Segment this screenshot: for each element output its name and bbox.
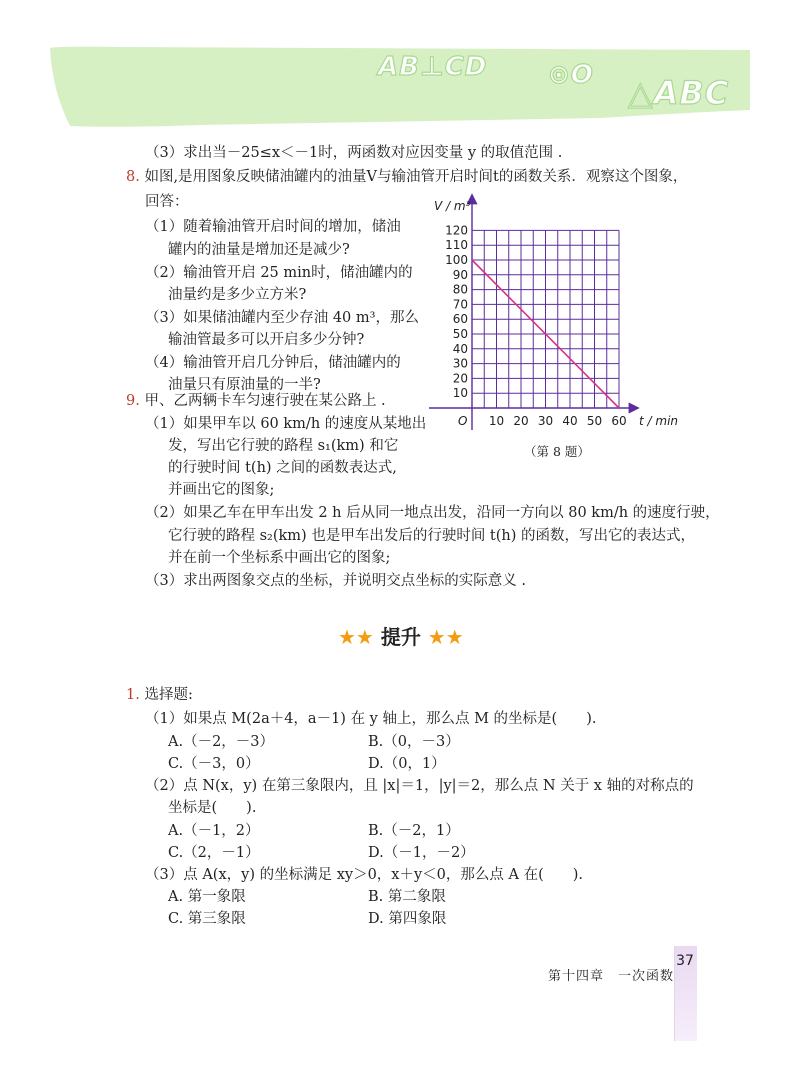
q1-sub1-option-b: B.（0，－3） xyxy=(368,734,460,750)
q9-part1c: 的行驶时间 t(h) 之间的函数表达式, xyxy=(168,460,397,476)
x-tick-label: 40 xyxy=(562,414,578,428)
x-tick-label: 10 xyxy=(488,414,505,428)
q1-sub3-option-c: C. 第三象限 xyxy=(168,911,246,927)
q1-sub2-option-d: D.（－1，－2） xyxy=(368,845,475,861)
header-deco-triangle: △ABC xyxy=(628,74,730,112)
y-tick-label: 40 xyxy=(452,341,468,356)
x-tick-label: 30 xyxy=(537,414,554,428)
x-tick-label: 60 xyxy=(611,414,627,428)
section-title-text: 提升 xyxy=(380,625,421,649)
star-icon-left: ★★ xyxy=(338,625,374,649)
x-tick-label: 50 xyxy=(586,414,603,428)
q1-number: 1. xyxy=(126,687,140,703)
q1-sub3-option-a: A. 第一象限 xyxy=(168,889,246,905)
q1-sub2b: 坐标是( ). xyxy=(168,800,257,816)
y-tick-label: 10 xyxy=(452,386,468,401)
q8-number: 8. xyxy=(126,169,140,185)
q1-sub2-option-c: C.（2，－1） xyxy=(168,845,260,861)
y-tick-label: 100 xyxy=(445,253,468,267)
q8-part1b: 罐内的油量是增加还是减少? xyxy=(168,242,350,258)
q1-stem: 选择题: xyxy=(144,687,193,703)
q1-sub3-option-d: D. 第四象限 xyxy=(368,911,447,927)
q1-sub2-option-b: B.（－2，1） xyxy=(368,823,460,839)
q8-part3b: 输油管最多可以开启多少分钟? xyxy=(168,332,365,348)
q9-number: 9. xyxy=(126,393,140,409)
q8-part2a: （2）输油管开启 25 min时，储油罐内的 xyxy=(145,265,413,281)
footer-chapter: 第十四章 一次函数 xyxy=(548,969,675,984)
q9-part1b: 发，写出它行驶的路程 s₁(km) 和它 xyxy=(168,438,399,454)
q8-part2b: 油量约是多少立方米? xyxy=(168,287,307,303)
q9-part2a: （2）如果乙车在甲车出发 2 h 后从同一地点出发，沿同一方向以 80 km/h 的速度行驶， xyxy=(145,505,720,521)
q1-sub2a: （2）点 N(x，y) 在第三象限内，且 |x|＝1，|y|＝2，那么点 N 关于 x 轴的对称点的 xyxy=(145,778,694,794)
q9-part1a: （1）如果甲车以 60 km/h 的速度从某地出 xyxy=(145,416,427,432)
q8-chart-svg xyxy=(425,190,680,435)
origin-label: O xyxy=(458,414,468,428)
y-axis-label: V / m³ xyxy=(434,199,471,213)
header-deco-perpendicular: AB⊥CD xyxy=(378,52,488,82)
q9-part1d: 并画出它的图象; xyxy=(168,482,275,498)
y-tick-label: 20 xyxy=(452,371,468,386)
star-icon-right: ★★ xyxy=(427,625,464,649)
q9-text: 甲、乙两辆卡车匀速行驶在某公路上 . xyxy=(144,393,386,409)
y-tick-label: 60 xyxy=(452,312,468,327)
q1-sub3-option-b: B. 第二象限 xyxy=(368,889,446,905)
q8-line2: 回答： xyxy=(145,194,189,210)
header-deco-circle: ⊙O xyxy=(548,60,594,90)
page-number: 37 xyxy=(676,953,694,969)
q8-part4a: （4）输油管开启几分钟后，储油罐内的 xyxy=(145,355,401,371)
y-tick-label: 120 xyxy=(445,223,468,238)
q1-sub1-option-a: A.（－2，－3） xyxy=(168,734,275,750)
q7-part3: （3）求出当－25≤x＜－1时，两函数对应因变量 y 的取值范围 . xyxy=(145,145,563,161)
y-tick-label: 70 xyxy=(452,297,468,312)
q1-stem-line xyxy=(126,686,193,704)
y-tick-label: 110 xyxy=(445,238,468,253)
y-tick-label: 50 xyxy=(452,327,468,341)
y-tick-label: 90 xyxy=(452,267,468,282)
q9-part2c: 并在前一个坐标系中画出它的图象; xyxy=(168,550,391,566)
q9-part2b: 它行驶的路程 s₂(km) 也是甲车出发后的行驶时间 t(h) 的函数，写出它的表达式， xyxy=(168,528,696,544)
q8-text: 如图,是用图象反映储油罐内的油量V与输油管开启时间t的函数关系．观察这个图象， xyxy=(144,169,688,185)
x-tick-label: 20 xyxy=(513,414,529,428)
y-tick-label: 30 xyxy=(452,356,468,371)
q9-line1 xyxy=(126,392,386,410)
q8-caption: （第 8 题） xyxy=(524,444,590,459)
q8-part1a: （1）随着输油管开启时间的增加，储油 xyxy=(145,219,401,235)
q8-part4b: 油量只有原油量的一半? xyxy=(168,377,321,393)
q1-sub3: （3）点 A(x，y) 的坐标满足 xy＞0，x＋y＜0，那么点 A 在( ). xyxy=(145,867,584,883)
q9-part3: （3）求出两图象交点的坐标，并说明交点坐标的实际意义 . xyxy=(145,573,526,589)
q1-sub1-option-c: C.（－3，0） xyxy=(168,756,260,772)
y-tick-label: 80 xyxy=(452,282,468,297)
q8-part3a: （3）如果储油罐内至少存油 40 m³，那么 xyxy=(145,310,419,326)
header-band xyxy=(0,0,800,135)
q1-sub2-option-a: A.（－1，2） xyxy=(168,823,260,839)
q8-line1 xyxy=(126,168,687,186)
x-axis-label: t / min xyxy=(639,414,679,428)
section-title xyxy=(338,621,464,650)
q8-chart xyxy=(425,190,680,435)
q1-sub1-option-d: D.（0，1） xyxy=(368,756,446,772)
q1-sub1: （1）如果点 M(2a＋4，a－1) 在 y 轴上，那么点 M 的坐标是( ). xyxy=(145,711,597,727)
